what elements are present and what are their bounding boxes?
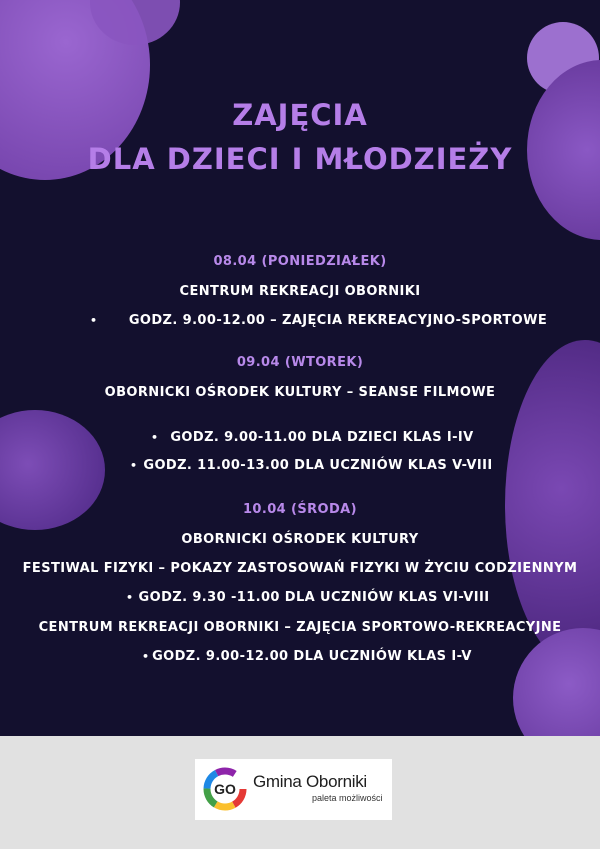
day-venue: CENTRUM REKREACJI OBORNIKI <box>179 284 421 299</box>
day-venue: CENTRUM REKREACJI OBORNIKI – ZAJĘCIA SPORTOWO-REKREACYJNE <box>38 620 562 635</box>
schedule-item: GODZ. 9.00-12.00 DLA UCZNIÓW KLAS I-V <box>152 649 472 664</box>
day-date: 08.04 (PONIEDZIAŁEK) <box>213 254 387 269</box>
schedule-item: GODZ. 9.00-11.00 DLA DZIECI KLAS I-IV <box>170 430 474 445</box>
decor-circle <box>513 628 600 736</box>
poster-title-line2: DLA DZIECI I MŁODZIEŻY <box>87 142 513 176</box>
schedule-item: GODZ. 9.00-12.00 – ZAJĘCIA REKREACYJNO-SPORTOWE <box>128 313 548 328</box>
bullet-icon: • <box>90 314 98 327</box>
logo-name: Gmina Oborniki <box>253 772 367 791</box>
day-date: 09.04 (WTOREK) <box>236 355 364 370</box>
day-venue: OBORNICKI OŚRODEK KULTURY – SEANSE FILMOWE <box>104 385 496 400</box>
go-logo-icon <box>203 767 247 811</box>
gmina-logo <box>195 759 392 820</box>
schedule-item: GODZ. 9.30 -11.00 DLA UCZNIÓW KLAS VI-VIII <box>138 590 490 605</box>
bullet-icon: • <box>126 591 134 604</box>
bullet-icon: • <box>142 650 150 663</box>
svg-text:GO: GO <box>214 781 236 797</box>
footer <box>0 736 600 849</box>
logo-tagline: paleta możliwości <box>312 793 383 803</box>
poster-title-line1: ZAJĘCIA <box>232 98 368 132</box>
event-title: FESTIWAL FIZYKI – POKAZY ZASTOSOWAŃ FIZYKI W ŻYCIU CODZIENNYM <box>22 561 578 576</box>
schedule-item: GODZ. 11.00-13.00 DLA UCZNIÓW KLAS V-VIII <box>143 458 493 473</box>
bullet-icon: • <box>151 431 159 444</box>
bullet-icon: • <box>130 459 138 472</box>
day-venue: OBORNICKI OŚRODEK KULTURY <box>181 532 419 547</box>
day-date: 10.04 (ŚRODA) <box>242 502 357 517</box>
